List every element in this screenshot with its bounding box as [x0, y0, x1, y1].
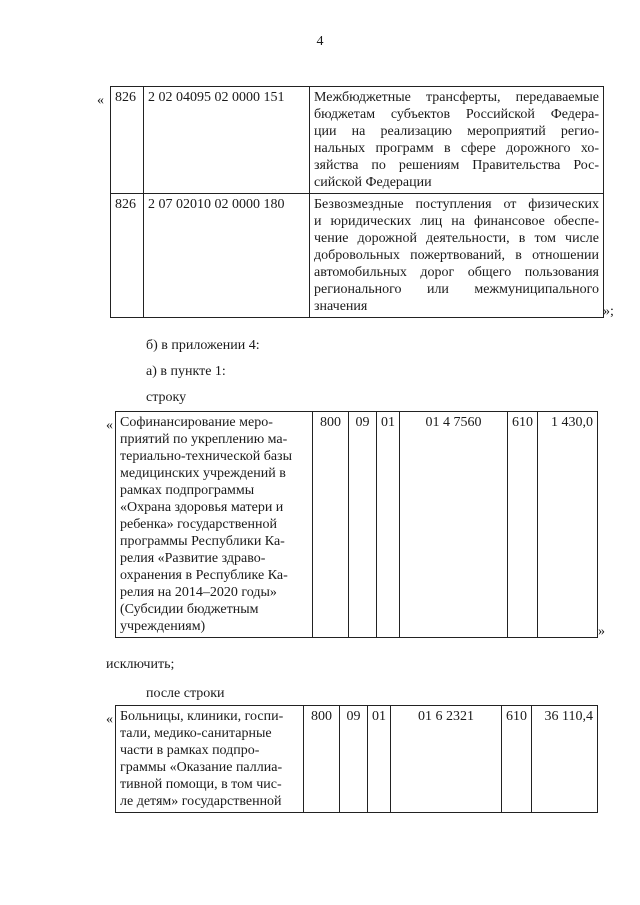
item-name-cell [116, 412, 313, 638]
text-line: охранения в Республике Ка- [120, 568, 288, 583]
section-code-cell: 09 [340, 706, 368, 813]
text-line: тали, медико-санитарные [120, 726, 272, 741]
target-article-cell: 01 4 7560 [400, 412, 508, 638]
section-code-cell: 09 [349, 412, 377, 638]
table1-close-quote: »; [603, 304, 614, 319]
item-name-cell [116, 706, 304, 813]
text-line: Больницы, клиники, госпи- [120, 709, 284, 724]
text-line: учреждениям) [120, 619, 206, 634]
text-line: Межбюджетные трансферты, передаваемые [314, 90, 599, 105]
text-line: добровольных пожертвований, в отношении [314, 248, 599, 263]
admin-code-cell: 826 [111, 87, 144, 194]
description-cell [310, 194, 604, 318]
budget-line-table-after [115, 705, 598, 813]
table-row [116, 706, 598, 813]
text-line: чение дорожной деятельности, в том числе [314, 231, 599, 246]
text-line: Софинансирование меро- [120, 415, 273, 430]
text-line: ле детям» государственной [120, 794, 282, 809]
text-line: части в рамках подпро- [120, 743, 260, 758]
table2-close-quote: » [598, 624, 605, 639]
page-number: 4 [316, 34, 324, 49]
text-line: бюджетам субъектов Российской Федера- [314, 107, 599, 122]
text-line: Безвозмездные поступления от физических [314, 197, 599, 212]
text-line: рамках подпрограммы [120, 483, 255, 498]
admin-code-cell: 826 [111, 194, 144, 318]
text-line: ции на реализацию мероприятий регио- [314, 124, 599, 139]
text-line: значения [314, 299, 368, 314]
text-line: зяйства по решениям Правительства Рос- [314, 158, 599, 173]
text-line: программы Республики Ка- [120, 534, 285, 549]
text-line: релия на 2014–2020 годы» [120, 585, 277, 600]
text-line: «Охрана здоровья матери и [120, 500, 284, 515]
amount-cell: 36 110,4 [532, 706, 598, 813]
table3-open-quote: « [106, 712, 113, 727]
paragraph-exclude: исключить; [106, 657, 175, 672]
table-row [111, 87, 604, 194]
text-line: автомобильных дорог общего пользования [314, 265, 599, 280]
expense-type-cell: 610 [502, 706, 532, 813]
text-line: нальных программ в сфере дорожного хо- [314, 141, 599, 156]
subsection-code-cell: 01 [368, 706, 391, 813]
text-line: и юридических лиц на финансовое обеспе- [314, 214, 599, 229]
paragraph-appendix-4: б) в приложении 4: [146, 338, 260, 353]
table-row [116, 412, 598, 638]
subsection-code-cell: 01 [377, 412, 400, 638]
text-line: сийской Федерации [314, 175, 432, 190]
text-line: релия «Развитие здраво- [120, 551, 266, 566]
table2-open-quote: « [106, 418, 113, 433]
text-line: териально-технической базы [120, 449, 292, 464]
description-cell [310, 87, 604, 194]
amount-cell: 1 430,0 [538, 412, 598, 638]
ministry-code-cell: 800 [313, 412, 349, 638]
text-line: регионального или межмуниципального [314, 282, 599, 297]
revenue-codes-table [110, 86, 604, 318]
target-article-cell: 01 6 2321 [391, 706, 502, 813]
text-line: тивной помощи, в том чис- [120, 777, 282, 792]
text-line: приятий по укреплению ма- [120, 432, 288, 447]
text-line: граммы «Оказание паллиа- [120, 760, 283, 775]
kbk-code-cell: 2 07 02010 02 0000 180 [144, 194, 310, 318]
paragraph-after-line: после строки [146, 686, 225, 701]
expense-type-cell: 610 [508, 412, 538, 638]
table1-open-quote: « [97, 93, 104, 108]
text-line: ребенка» государственной [120, 517, 277, 532]
text-line: (Субсидии бюджетным [120, 602, 259, 617]
kbk-code-cell: 2 02 04095 02 0000 151 [144, 87, 310, 194]
paragraph-line: строку [146, 390, 187, 405]
text-line: медицинских учреждений в [120, 466, 286, 481]
table-row [111, 194, 604, 318]
ministry-code-cell: 800 [304, 706, 340, 813]
paragraph-point-1: а) в пункте 1: [146, 364, 226, 379]
budget-line-table-remove [115, 411, 598, 638]
